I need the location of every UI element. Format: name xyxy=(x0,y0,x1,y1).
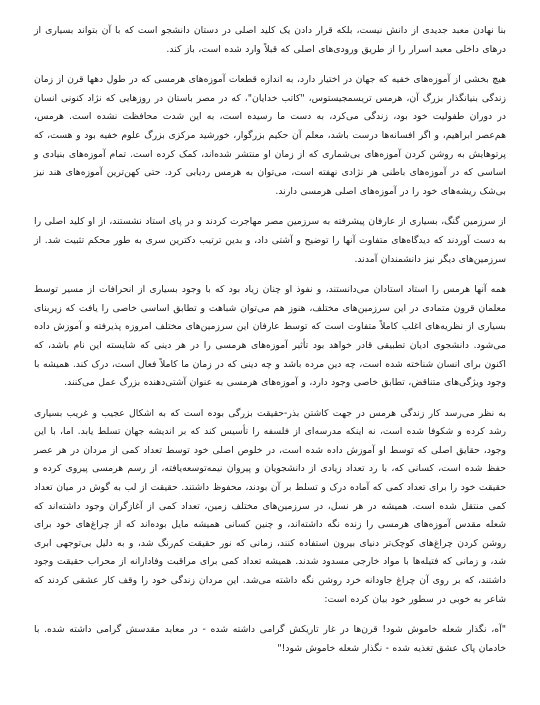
paragraph: به نظر می‌رسد کار زندگی هرمس در جهت کاشتن بذر-حقیقت بزرگی بوده است که به اشکال عجیب و غریب بسیاری رشد کرده و شکوفا شده است، نه اینکه مدرسه‌ای از فلسفه را تأسیس کند که بر اندیشه جهان تسلط یابد. اما، با این وجود، حقایق اصلی که توسط او آموزش داده شده است، در خلوص اصلی خود توسط تعداد کمی از مردان در هر عصر حفظ شده است، کسانی که، با رد تعداد زیادی از دانشجویان و پیروان نیمه‌توسعه‌یافته، از رسم هرمسی پیروی کرده و حقیقت خود را برای تعداد کمی که آماده درک و تسلط بر آن بودند، محفوظ داشتند. حقیقت از لب به گوش در میان تعداد کمی منتقل شده است. همیشه در هر نسل، در سرزمین‌های مختلف زمین، تعداد کمی از آغازگران وجود داشته‌اند که شعله مقدس آموزه‌های هرمسی را زنده نگه داشته‌اند، و چنین کسانی همیشه مایل بوده‌اند که از چراغ‌های خود برای روشن کردن چراغ‌های کوچک‌تر دنیای بیرون استفاده کنند، زمانی که نور حقیقت کم‌رنگ شد، و به دلیل بی‌توجهی ابری شد، و زمانی که فتیله‌ها با مواد خارجی مسدود شدند. همیشه تعداد کمی برای مراقبت وفادارانه از محراب حقیقت وجود داشتند، که بر روی آن چراغ جاودانه خرد روشن نگه داشته می‌شد. این مردان زندگی خود را وقف کار عشقی کردند که شاعر به خوبی در سطور خود بیان کرده است: xyxy=(34,407,506,605)
poem-quote: "آه، نگذار شعله خاموش شود! قرن‌ها در غار تاریکش گرامی داشته شده - در معابد مقدسش گرامی داشته شده. با خادمان پاک عشق تغذیه شده - نگذار شعله خاموش شود!" xyxy=(34,624,506,654)
paragraph: بنا نهادن معبد جدیدی از دانش نیست، بلکه قرار دادن یک کلید اصلی در دستان دانشجو است که با آن بتواند بسیاری از درهای داخلی معبد اسرار را از طریق ورودی‌های اصلی که قبلاً وارد شده است، باز کند. xyxy=(34,25,506,55)
paragraph: همه آنها هرمس را استاد استادان می‌دانستند، و نفوذ او چنان زیاد بود که با وجود بسیاری از انحرافات از مسیر توسط معلمان قرون متمادی در این سرزمین‌های مختلف، هنوز هم می‌توان شباهت و تطابق اساسی خاصی را یافت که زیربنای بسیاری از نظریه‌های اغلب کاملاً متفاوت است که توسط عارفان این سرزمین‌های مختلف امروزه پذیرفته و آموزش داده می‌شود. دانشجوی ادیان تطبیقی قادر خواهد بود تأثیر آموزه‌های هرمسی را در هر دینی که شایسته این نام باشد، که اکنون برای انسان شناخته شده است، چه دین مرده باشد و چه دینی که در زمان ما کاملاً فعال است، درک کند. همیشه با وجود ویژگی‌های متناقض، تطابق خاصی وجود دارد، و آموزه‌های هرمسی به عنوان آشتی‌دهنده بزرگ عمل می‌کنند. xyxy=(34,284,506,389)
paragraph: هیچ بخشی از آموزه‌های خفیه که جهان در اختیار دارد، به اندازه قطعات آموزه‌های هرمسی که در طول دهها قرن از زمان زندگی بنیانگذار بزرگ آن، هرمس تریسمجیستوس، "کاتب خدایان"، که در مصر باستان در روزهایی که نژاد کنونی انسان در دوران طفولیت خود بود، زندگی می‌کرد، به دست ما رسیده است، به این شدت محافظت نشده است. هرمس، هم‌عصر ابراهیم، و اگر افسانه‌ها درست باشد، معلم آن حکیم بزرگوار، خورشید مرکزی بزرگ علوم خفیه بود و هست، که پرتوهایش به روشن کردن آموزه‌های بی‌شماری که از زمان او منتشر شده‌اند، کمک کرده است. تمام آموزه‌های بنیادی و اساسی که در آموزه‌های باطنی هر نژادی نهفته است، می‌توان به هرمس ردیابی کرد. حتی کهن‌ترین آموزه‌های هند نیز بی‌شک ریشه‌های خود را در آموزه‌های اصلی هرمسی دارند. xyxy=(34,74,506,197)
paragraph: از سرزمین گنگ، بسیاری از عارفان پیشرفته به سرزمین مصر مهاجرت کردند و در پای استاد نشستند، از او کلید اصلی را به دست آوردند که دیدگاه‌های متفاوت آنها را توضیح و آشتی داد، و بدین ترتیب دکترین سری به طور محکم تثبیت شد. از سرزمین‌های دیگر نیز دانشمندان آمدند. xyxy=(34,216,506,265)
